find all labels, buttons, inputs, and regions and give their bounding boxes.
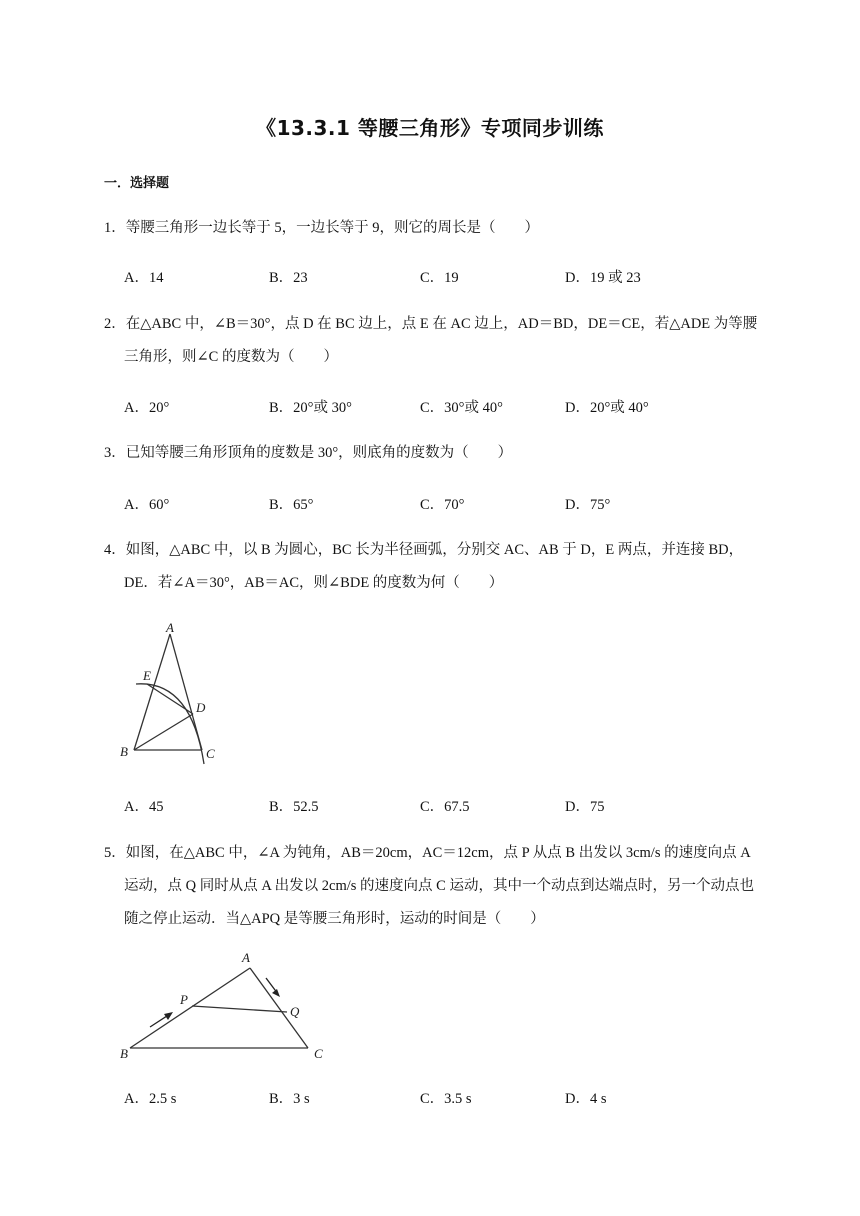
page-title: 《13.3.1 等腰三角形》专项同步训练	[256, 116, 604, 140]
question-2-text: 2．在△ABC 中，∠B＝30°，点 D 在 BC 边上，点 E 在 AC 边上，AD＝BD，DE＝CE，若△ADE 为等腰三角形，则∠C 的度数为（ ）	[104, 316, 758, 365]
option-b: B．20°或 30°	[269, 400, 352, 416]
question-5-text: 5．如图，在△ABC 中，∠A 为钝角，AB＝20cm，AC＝12cm，点 P 从点 B 出发以 3cm/s 的速度向点 A 运动，点 Q 同时从点 A 出发以 2cm/s 的速度向点 C 运动，其中一个动点到达端点时，另一个动点也随之停止运动．当△APQ 是等腰三角形时，运动的时间是（ ）	[104, 845, 754, 927]
question-1-options	[124, 266, 764, 288]
question-5-figure	[116, 944, 340, 1064]
option-d: D．20°或 40°	[565, 400, 649, 416]
label-c: C	[314, 1046, 323, 1061]
question-4	[104, 534, 764, 600]
option-a: A．20°	[124, 400, 170, 416]
option-d: D．75°	[565, 497, 611, 513]
option-c: C．30°或 40°	[420, 400, 503, 416]
label-a: A	[166, 620, 174, 635]
label-e: E	[143, 668, 151, 683]
option-b: B．23	[269, 270, 308, 286]
question-2-options	[124, 396, 764, 418]
question-5	[104, 837, 764, 936]
question-3-text: 3．已知等腰三角形顶角的度数是 30°，则底角的度数为（ ）	[104, 445, 513, 461]
question-3-options	[124, 493, 764, 515]
section-heading: 一．选择题	[104, 176, 170, 191]
question-3	[104, 437, 764, 470]
option-a: A．14	[124, 270, 164, 286]
label-q: Q	[290, 1004, 300, 1019]
option-c: C．19	[420, 270, 459, 286]
question-2	[104, 308, 764, 374]
question-1	[104, 212, 764, 245]
option-c: C．70°	[420, 497, 465, 513]
option-b: B．65°	[269, 497, 314, 513]
question-4-figure	[116, 618, 226, 770]
label-b: B	[120, 744, 128, 759]
question-1-text: 1．等腰三角形一边长等于 5，一边长等于 9，则它的周长是（ ）	[104, 220, 539, 236]
label-b: B	[120, 1046, 128, 1061]
label-a: A	[242, 950, 250, 965]
option-c: C．3.5 s	[420, 1091, 472, 1107]
option-d: D．19 或 23	[565, 270, 641, 286]
question-4-options	[124, 795, 764, 817]
option-a: A．45	[124, 799, 164, 815]
option-b: B．52.5	[269, 799, 319, 815]
option-d: D．75	[565, 799, 605, 815]
option-d: D．4 s	[565, 1091, 607, 1107]
label-p: P	[180, 992, 188, 1007]
label-c: C	[206, 746, 215, 761]
label-d: D	[196, 700, 206, 715]
option-a: A．60°	[124, 497, 170, 513]
option-c: C．67.5	[420, 799, 470, 815]
option-b: B．3 s	[269, 1091, 310, 1107]
option-a: A．2.5 s	[124, 1091, 177, 1107]
question-5-options	[124, 1087, 764, 1109]
question-4-text: 4．如图，△ABC 中，以 B 为圆心，BC 长为半径画弧，分别交 AC、AB 于 D，E 两点，并连接 BD，DE．若∠A＝30°，AB＝AC，则∠BDE 的度数为何（ ）	[104, 542, 744, 591]
